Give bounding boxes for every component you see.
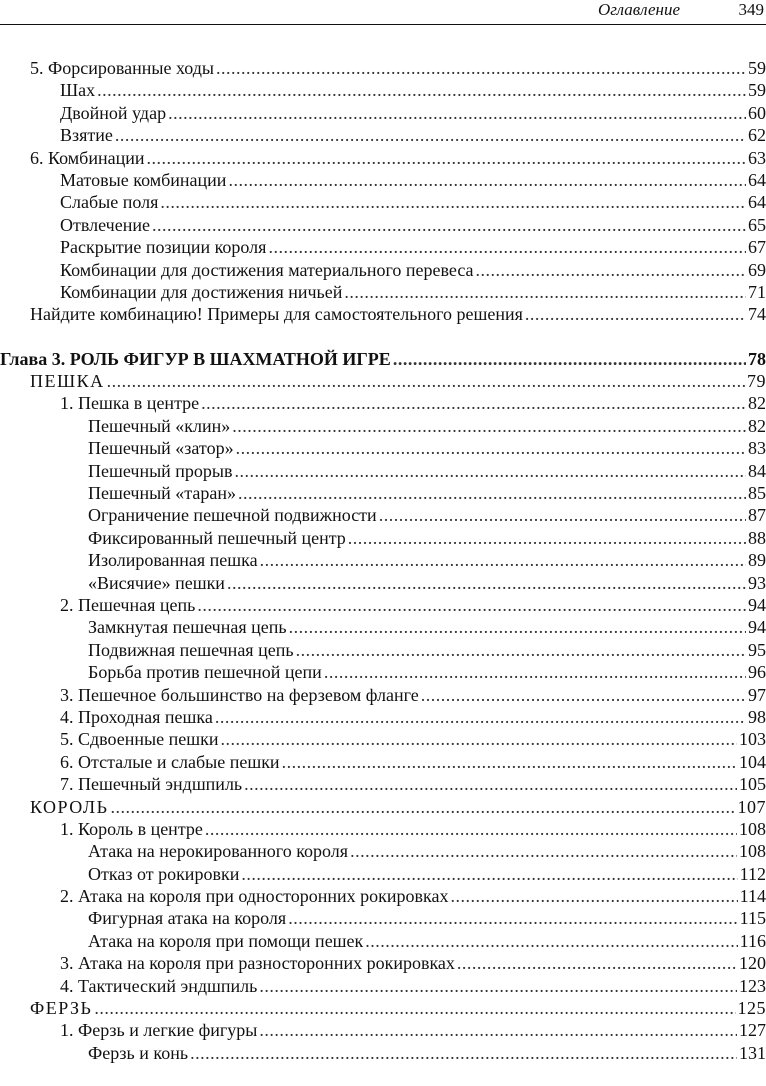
toc-entry-page: 105 (739, 774, 766, 795)
toc-entry-page: 131 (739, 1042, 766, 1063)
toc-entry-title: Шах (60, 80, 96, 101)
toc-entry-title: «Висячие» пешки (88, 572, 225, 593)
toc-entry (0, 594, 766, 616)
toc-entry-page: 127 (739, 1020, 766, 1041)
toc-entry-title: Замкнутая пешечная цепь (88, 617, 287, 638)
toc-entry-page: 89 (748, 550, 766, 571)
toc-entry-page: 59 (748, 80, 766, 101)
toc-entry-title: Фигурная атака на короля (88, 908, 287, 929)
toc-entry (0, 684, 766, 706)
toc-entry-page: 67 (748, 237, 766, 258)
toc-entry (0, 952, 766, 974)
toc-entry-page: 125 (737, 998, 766, 1019)
dot-leader (227, 572, 746, 594)
toc-entry-page: 95 (748, 639, 766, 660)
toc-entry-title: Слабые поля (60, 192, 159, 213)
toc-entry-page: 82 (748, 415, 766, 436)
toc-entry-page: 78 (748, 348, 766, 369)
toc-entry (0, 437, 766, 459)
toc-entry-title: 1. Пешка в центре (60, 393, 200, 414)
dot-leader (344, 281, 746, 303)
dot-leader (350, 840, 737, 862)
toc-entry-title: Ферзь и конь (88, 1042, 189, 1063)
toc-entry-page: 59 (748, 58, 766, 78)
toc-entry-title: Пешечный «клин» (88, 415, 231, 436)
dot-leader (393, 348, 746, 370)
dot-leader (168, 102, 746, 124)
dot-leader (115, 124, 746, 146)
toc-entry-title: 1. Король в центре (60, 818, 203, 839)
toc-entry-title: ПЕШКА (30, 371, 105, 392)
toc-entry (0, 281, 766, 303)
toc-entry-page: 88 (748, 527, 766, 548)
toc-entry-page: 64 (748, 192, 766, 213)
toc-entry-page: 93 (748, 572, 766, 593)
toc-entry-title: Комбинации для достижения ничьей (60, 281, 343, 302)
toc-entry-page: 94 (748, 594, 766, 615)
toc-entry (0, 79, 766, 101)
toc-entry-page: 84 (748, 460, 766, 481)
toc-entry (0, 214, 766, 236)
toc-entry-page: 83 (748, 438, 766, 459)
toc-entry (0, 102, 766, 124)
toc-entry-title: 5. Форсированные ходы (30, 58, 214, 78)
toc-entry-title: Фиксированный пешечный центр (88, 527, 346, 548)
toc-entry-title: 3. Атака на короля при разносторонних рокировках (60, 953, 455, 974)
toc-entry (0, 549, 766, 571)
toc-entry-page: 69 (748, 259, 766, 280)
dot-leader (152, 214, 746, 236)
dot-leader (97, 79, 746, 101)
toc-entry-title: 6. Комбинации (30, 147, 145, 168)
toc-entry-title: 6. Отсталые и слабые пешки (60, 751, 280, 772)
toc-entry-page: 97 (748, 684, 766, 705)
toc-entry (0, 124, 766, 146)
toc-entry-page: 98 (748, 706, 766, 727)
toc-entry (0, 639, 766, 661)
dot-leader (220, 728, 737, 750)
toc-entry (0, 751, 766, 773)
dot-leader (190, 1042, 737, 1064)
toc-entry (0, 773, 766, 795)
dot-leader (238, 482, 746, 504)
toc-entry (0, 818, 766, 840)
toc-entry (0, 907, 766, 929)
toc-entry-title: Отказ от рокировки (88, 863, 240, 884)
toc-entry (0, 706, 766, 728)
toc-entry (0, 169, 766, 191)
toc-entry-page: 87 (748, 505, 766, 526)
toc-entry-title: Взятие (60, 125, 113, 146)
toc-entry (0, 504, 766, 526)
running-header (0, 0, 766, 24)
toc-entry-page: 96 (748, 662, 766, 683)
dot-leader (160, 191, 746, 213)
toc-entry (0, 527, 766, 549)
header-title: Оглавление (597, 0, 680, 19)
toc-entry-page: 82 (748, 393, 766, 414)
header-rule (0, 24, 766, 25)
toc-entry-title: Комбинации для достижения материального перевеса (60, 259, 474, 280)
toc-entry (0, 191, 766, 213)
toc-entry (0, 728, 766, 750)
toc-entry-title: 2. Пешечная цепь (60, 594, 196, 615)
toc-entry-page: 60 (748, 102, 766, 123)
toc-entry-title: Пешечный «затор» (88, 438, 234, 459)
dot-leader (259, 975, 737, 997)
toc-entry-page: 108 (739, 841, 766, 862)
dot-leader (450, 885, 737, 907)
dot-leader (260, 549, 746, 571)
toc-entry (0, 348, 766, 370)
toc-entry-page: 65 (748, 214, 766, 235)
dot-leader (244, 773, 737, 795)
toc-entry-title: Найдите комбинацию! Примеры для самостоятельного решения (30, 304, 523, 325)
toc-entry-page: 108 (739, 818, 766, 839)
toc-entry (0, 460, 766, 482)
toc-entry-title: Ограничение пешечной подвижности (88, 505, 377, 526)
dot-leader (288, 907, 737, 929)
dot-leader (232, 415, 746, 437)
dot-leader (289, 616, 746, 638)
dot-leader (228, 169, 746, 191)
dot-leader (421, 684, 746, 706)
dot-leader (197, 594, 746, 616)
toc-entry-title: Борьба против пешечной цепи (88, 662, 322, 683)
toc-entry (0, 930, 766, 952)
toc-entry (0, 259, 766, 281)
toc-entry (0, 840, 766, 862)
toc-entry (0, 392, 766, 414)
toc-entry-page: 120 (739, 953, 766, 974)
toc-entry-title: Атака на короля при помощи пешек (88, 930, 364, 951)
toc-entry-title: Пешечный прорыв (88, 460, 233, 481)
dot-leader (348, 527, 746, 549)
toc-entry-title: ФЕРЗЬ (30, 998, 93, 1019)
dot-leader (107, 370, 745, 392)
dot-leader (146, 147, 746, 169)
toc-entry-page: 74 (748, 304, 766, 325)
toc-entry-title: Глава 3. РОЛЬ ФИГУР В ШАХМАТНОЙ ИГРЕ (0, 348, 391, 369)
toc-entry (0, 415, 766, 437)
toc-entry (0, 572, 766, 594)
dot-leader (525, 303, 746, 325)
toc-entry-title: Двойной удар (60, 102, 167, 123)
toc-entry-title: Атака на нерокированного короля (88, 841, 349, 862)
dot-leader (241, 863, 737, 885)
toc-entry (0, 303, 766, 325)
toc-entry-page: 112 (739, 863, 766, 884)
toc-entry-page: 103 (739, 729, 766, 750)
toc-entry (0, 796, 766, 818)
toc-entry-title: Пешечный «таран» (88, 483, 236, 504)
dot-leader (201, 392, 746, 414)
toc-entry-title: 1. Ферзь и легкие фигуры (60, 1020, 258, 1041)
toc-entry-title: 4. Тактический эндшпиль (60, 975, 258, 996)
toc-entry (0, 1042, 766, 1064)
toc-entry (0, 975, 766, 997)
toc-entry (0, 147, 766, 169)
section-gap (0, 326, 766, 348)
dot-leader (365, 930, 737, 952)
toc-entry-page: 107 (737, 796, 766, 817)
toc-entry-title: Изолированная пешка (88, 550, 258, 571)
toc-entry (0, 236, 766, 258)
dot-leader (268, 236, 746, 258)
toc-entry-title: 3. Пешечное большинство на ферзевом фланге (60, 684, 419, 705)
dot-leader (296, 639, 746, 661)
toc-entry-title: Подвижная пешечная цепь (88, 639, 294, 660)
dot-leader (457, 952, 737, 974)
table-of-contents (0, 57, 766, 1064)
dot-leader (379, 504, 746, 526)
toc-entry (0, 661, 766, 683)
toc-entry-title: Раскрытие позиции короля (60, 237, 267, 258)
toc-entry-page: 123 (739, 975, 766, 996)
header-page-number: 349 (738, 0, 764, 19)
dot-leader (215, 706, 746, 728)
toc-entry (0, 370, 766, 392)
toc-entry-page: 64 (748, 169, 766, 190)
dot-leader (216, 57, 746, 79)
toc-entry-title: 4. Проходная пешка (60, 706, 213, 727)
toc-entry-page: 71 (748, 281, 766, 302)
dot-leader (282, 751, 737, 773)
toc-entry-page: 116 (739, 930, 766, 951)
dot-leader (236, 437, 746, 459)
toc-entry-page: 94 (748, 617, 766, 638)
toc-entry-page: 115 (739, 908, 766, 929)
dot-leader (324, 661, 746, 683)
dot-leader (259, 1019, 737, 1041)
toc-entry (0, 1019, 766, 1041)
toc-entry (0, 482, 766, 504)
dot-leader (476, 259, 746, 281)
dot-leader (235, 460, 746, 482)
dot-leader (205, 818, 737, 840)
toc-entry-title: Матовые комбинации (60, 169, 227, 190)
toc-entry-title: Отвлечение (60, 214, 150, 235)
toc-entry (0, 616, 766, 638)
toc-entry-title: 2. Атака на короля при односторонних рокировках (60, 886, 449, 907)
toc-entry-page: 63 (748, 147, 766, 168)
dot-leader (110, 796, 735, 818)
toc-entry-page: 79 (747, 371, 766, 392)
toc-entry-page: 104 (739, 751, 766, 772)
dot-leader (94, 997, 735, 1019)
toc-entry-title: 7. Пешечный эндшпиль (60, 774, 243, 795)
toc-entry (0, 997, 766, 1019)
toc-entry-page: 85 (748, 483, 766, 504)
toc-entry-title: КОРОЛЬ (30, 796, 109, 817)
toc-entry (0, 885, 766, 907)
toc-entry (0, 57, 766, 79)
toc-entry (0, 863, 766, 885)
toc-entry-title: 5. Сдвоенные пешки (60, 729, 219, 750)
toc-entry-page: 62 (748, 125, 766, 146)
toc-entry-page: 114 (739, 886, 766, 907)
